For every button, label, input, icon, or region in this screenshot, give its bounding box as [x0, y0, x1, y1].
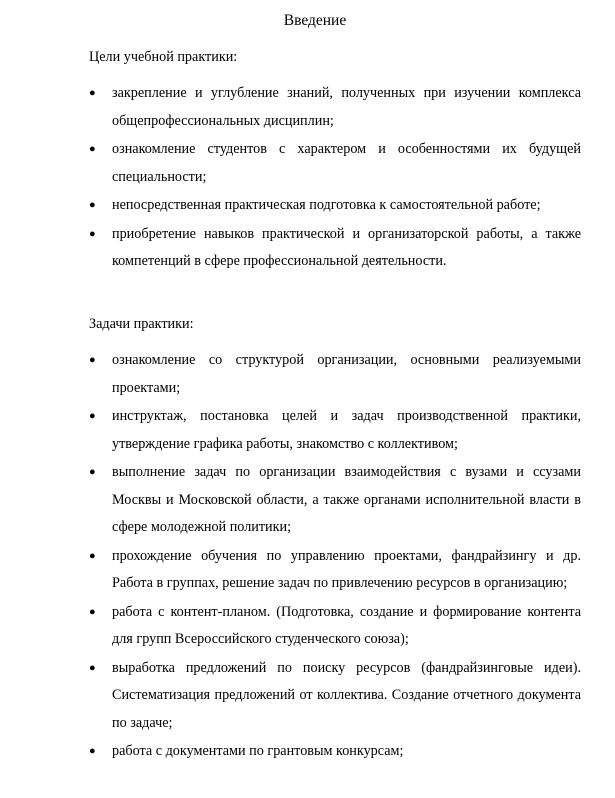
- list-item-text: работа с документами по грантовым конкурсам;: [112, 743, 404, 759]
- bullet-icon: ●: [89, 661, 96, 674]
- bullet-icon: ●: [89, 549, 96, 562]
- list-item-text: выполнение задач по организации взаимодействия с вузами и ссузами Москвы и Московской области, а также органами исполнительной власти в сфере молодежной политики;: [112, 464, 581, 535]
- list-item: [89, 738, 581, 766]
- bullet-icon: ●: [89, 227, 96, 240]
- tasks-list: [89, 347, 581, 767]
- list-item: [89, 80, 581, 135]
- list-item: [89, 192, 581, 220]
- list-item: [89, 599, 581, 654]
- goals-heading: Цели учебной практики:: [89, 49, 238, 65]
- bullet-icon: ●: [89, 87, 96, 99]
- goals-list: [89, 80, 581, 277]
- bullet-icon: ●: [89, 466, 96, 478]
- list-item-text: закрепление и углубление знаний, полученных при изучении комплекса общепрофессиональных дисциплин;: [112, 85, 581, 129]
- list-item-text: выработка предложений по поиску ресурсов (фандрайзинговые идеи). Систематизация предложений от коллектива. Создание отчетного документа по задаче;: [112, 659, 581, 731]
- list-item: [89, 459, 581, 542]
- list-item-text: приобретение навыков практической и организаторской работы, а также компетенций в сфере профессиональной деятельности.: [112, 225, 581, 269]
- list-item: [89, 136, 581, 191]
- bullet-icon: ●: [89, 605, 96, 618]
- list-item-text: прохождение обучения по управлению проектами, фандрайзингу и др. Работа в группах, решение задач по привлечению ресурсов в организацию;: [112, 547, 581, 591]
- list-item: [89, 403, 581, 458]
- list-item: [89, 221, 581, 276]
- bullet-icon: ●: [89, 199, 96, 211]
- list-item: [89, 655, 581, 738]
- bullet-icon: ●: [89, 354, 96, 366]
- list-item: [89, 543, 581, 598]
- list-item-text: ознакомление студентов с характером и особенностями их будущей специальности;: [112, 141, 581, 185]
- list-item: [89, 347, 581, 402]
- bullet-icon: ●: [89, 143, 96, 155]
- list-item-text: непосредственная практическая подготовка к самостоятельной работе;: [112, 197, 541, 213]
- page-title: Введение: [283, 12, 347, 29]
- bullet-icon: ●: [89, 745, 96, 757]
- bullet-icon: ●: [89, 410, 96, 422]
- list-item-text: работа с контент-планом. (Подготовка, создание и формирование контента для групп Всероссийского студенческого союза);: [112, 603, 581, 647]
- tasks-heading: Задачи практики:: [89, 316, 194, 332]
- list-item-text: инструктаж, постановка целей и задач производственной практики, утверждение графика работы, знакомство с коллективом;: [112, 408, 581, 452]
- list-item-text: ознакомление со структурой организации, основными реализуемыми проектами;: [112, 352, 581, 396]
